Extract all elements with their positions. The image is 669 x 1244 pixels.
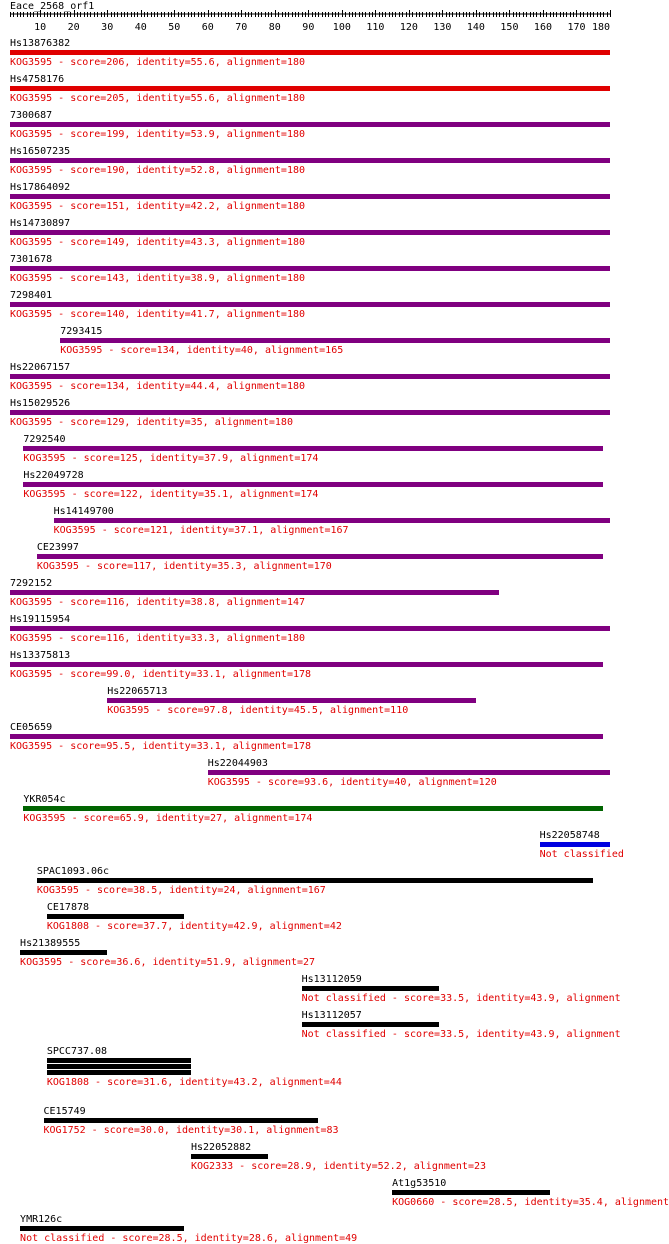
hit-name[interactable]: Hs15029526 bbox=[10, 398, 71, 409]
hit-name[interactable]: CE15749 bbox=[43, 1106, 86, 1117]
hit-description: KOG3595 - score=205, identity=55.6, alignment=180 bbox=[10, 93, 306, 104]
hit-name[interactable]: YMR126c bbox=[20, 1214, 63, 1225]
hit-name[interactable]: Hs16507235 bbox=[10, 146, 71, 157]
ruler-tick-label: 100 bbox=[332, 22, 351, 33]
hit-bar[interactable] bbox=[10, 302, 610, 307]
hit-description: KOG3595 - score=97.8, identity=45.5, alignment=110 bbox=[107, 705, 409, 716]
hit-description: KOG3595 - score=134, identity=40, alignment=165 bbox=[60, 345, 344, 356]
ruler-tick-label: 160 bbox=[533, 22, 552, 33]
hit-description: KOG1808 - score=31.6, identity=43.2, alignment=44 bbox=[46, 1077, 342, 1088]
ruler-tick-label: 170 bbox=[567, 22, 586, 33]
hit-bar[interactable] bbox=[10, 86, 610, 91]
hit-name[interactable]: Hs22065713 bbox=[107, 686, 168, 697]
hit-name[interactable]: 7300687 bbox=[10, 110, 53, 121]
hit-description: KOG3595 - score=125, identity=37.9, alignment=174 bbox=[23, 453, 319, 464]
ruler-tick-label: 150 bbox=[500, 22, 519, 33]
hit-name[interactable]: 7292152 bbox=[10, 578, 53, 589]
hit-bar[interactable] bbox=[47, 914, 184, 919]
hit-name[interactable]: Hs4758176 bbox=[10, 74, 65, 85]
hit-description: KOG1808 - score=37.7, identity=42.9, alignment=42 bbox=[46, 921, 342, 932]
hit-description: KOG3595 - score=149, identity=43.3, alignment=180 bbox=[10, 237, 306, 248]
hit-name[interactable]: Hs21389555 bbox=[20, 938, 81, 949]
hit-bar[interactable] bbox=[23, 446, 603, 451]
ruler-tick-label: 180 bbox=[591, 22, 610, 33]
hit-bar[interactable] bbox=[20, 1226, 184, 1231]
hit-name[interactable]: SPCC737.08 bbox=[46, 1046, 108, 1057]
hit-description: KOG3595 - score=122, identity=35.1, alignment=174 bbox=[23, 489, 319, 500]
hit-bar[interactable] bbox=[10, 590, 499, 595]
hit-name[interactable]: Hs13876382 bbox=[10, 38, 71, 49]
hit-bar[interactable] bbox=[10, 626, 610, 631]
ruler-tick-label: 30 bbox=[101, 22, 114, 33]
hit-description: KOG3595 - score=134, identity=44.4, alignment=180 bbox=[10, 381, 306, 392]
query-title: Eace_2568_orf1 bbox=[10, 1, 95, 12]
ruler-tick-label: 40 bbox=[134, 22, 147, 33]
hit-description: KOG3595 - score=190, identity=52.8, alignment=180 bbox=[10, 165, 306, 176]
hit-bar[interactable] bbox=[47, 1070, 191, 1075]
hit-bar[interactable] bbox=[44, 1118, 319, 1123]
hit-name[interactable]: 7301678 bbox=[10, 254, 53, 265]
hit-bar[interactable] bbox=[10, 230, 610, 235]
ruler-tick-label: 110 bbox=[366, 22, 385, 33]
hit-name[interactable]: CE17878 bbox=[46, 902, 90, 913]
hit-name[interactable]: Hs22052882 bbox=[191, 1142, 252, 1153]
hit-bar[interactable] bbox=[392, 1190, 550, 1195]
hit-bar[interactable] bbox=[10, 194, 610, 199]
hit-description: Not classified bbox=[539, 849, 624, 860]
hit-bar[interactable] bbox=[10, 662, 603, 667]
hit-bar[interactable] bbox=[10, 374, 610, 379]
hit-description: KOG3595 - score=121, identity=37.1, alignment=167 bbox=[53, 525, 349, 536]
hit-bar[interactable] bbox=[302, 986, 439, 991]
hit-description: KOG1752 - score=30.0, identity=30.1, alignment=83 bbox=[43, 1125, 339, 1136]
hit-description: KOG0660 - score=28.5, identity=35.4, alignment bbox=[392, 1197, 669, 1208]
hit-name[interactable]: Hs13112057 bbox=[301, 1010, 362, 1021]
hit-bar[interactable] bbox=[23, 806, 603, 811]
hit-bar[interactable] bbox=[10, 410, 610, 415]
ruler-tick-label: 80 bbox=[268, 22, 281, 33]
hit-description: Not classified - score=33.5, identity=43.9, alignment bbox=[301, 1029, 621, 1040]
hit-bar[interactable] bbox=[10, 122, 610, 127]
hit-description: KOG3595 - score=93.6, identity=40, alignment=120 bbox=[207, 777, 497, 788]
hit-name[interactable]: Hs13112059 bbox=[301, 974, 362, 985]
hit-bar[interactable] bbox=[37, 878, 593, 883]
hit-name[interactable]: At1g53510 bbox=[392, 1178, 447, 1189]
hit-description: KOG3595 - score=99.0, identity=33.1, alignment=178 bbox=[10, 669, 312, 680]
hit-bar[interactable] bbox=[208, 770, 610, 775]
ruler-tick-label: 130 bbox=[433, 22, 452, 33]
ruler-tick-label: 10 bbox=[34, 22, 47, 33]
hit-description: KOG3595 - score=38.5, identity=24, alignment=167 bbox=[36, 885, 326, 896]
hit-name[interactable]: Hs13375813 bbox=[10, 650, 71, 661]
hit-name[interactable]: Hs14149700 bbox=[53, 506, 114, 517]
hit-description: KOG3595 - score=116, identity=38.8, alignment=147 bbox=[10, 597, 306, 608]
hit-name[interactable]: Hs19115954 bbox=[10, 614, 71, 625]
ruler-tick-label: 140 bbox=[466, 22, 485, 33]
hit-bar[interactable] bbox=[10, 734, 603, 739]
hit-description: KOG3595 - score=199, identity=53.9, alignment=180 bbox=[10, 129, 306, 140]
hit-name[interactable]: Hs22044903 bbox=[207, 758, 268, 769]
hit-description: KOG3595 - score=206, identity=55.6, alignment=180 bbox=[10, 57, 306, 68]
hit-description: KOG2333 - score=28.9, identity=52.2, alignment=23 bbox=[191, 1161, 487, 1172]
hit-name[interactable]: Hs17864092 bbox=[10, 182, 71, 193]
hit-bar[interactable] bbox=[37, 554, 603, 559]
hit-name[interactable]: Hs14730897 bbox=[10, 218, 71, 229]
hit-description: KOG3595 - score=65.9, identity=27, alignment=174 bbox=[23, 813, 313, 824]
hit-description: KOG3595 - score=117, identity=35.3, alignment=170 bbox=[36, 561, 332, 572]
hit-bar[interactable] bbox=[54, 518, 610, 523]
hit-bar[interactable] bbox=[191, 1154, 268, 1159]
hit-bar[interactable] bbox=[10, 158, 610, 163]
ruler-tick-label: 50 bbox=[168, 22, 181, 33]
ruler-tick-label: 90 bbox=[302, 22, 315, 33]
hit-bar[interactable] bbox=[47, 1058, 191, 1063]
ruler-tick-label: 120 bbox=[399, 22, 418, 33]
hit-name[interactable]: SPAC1093.06c bbox=[36, 866, 110, 877]
hit-description: KOG3595 - score=116, identity=33.3, alignment=180 bbox=[10, 633, 306, 644]
hit-name[interactable]: 7292540 bbox=[23, 434, 66, 445]
hit-description: KOG3595 - score=140, identity=41.7, alignment=180 bbox=[10, 309, 306, 320]
hit-description: KOG3595 - score=143, identity=38.9, alignment=180 bbox=[10, 273, 306, 284]
hit-name[interactable]: Hs22049728 bbox=[23, 470, 84, 481]
hit-name[interactable]: CE23997 bbox=[36, 542, 79, 553]
ruler-tick-label: 70 bbox=[235, 22, 248, 33]
hit-name[interactable]: CE05659 bbox=[10, 722, 53, 733]
ruler-tick-label: 20 bbox=[67, 22, 80, 33]
hit-bar[interactable] bbox=[302, 1022, 439, 1027]
hit-bar[interactable] bbox=[47, 1064, 191, 1069]
hit-name[interactable]: YKR054c bbox=[23, 794, 66, 805]
hit-bar[interactable] bbox=[23, 482, 603, 487]
hit-name[interactable]: 7293415 bbox=[60, 326, 103, 337]
hit-bar[interactable] bbox=[60, 338, 610, 343]
hit-description: Not classified - score=28.5, identity=28.6, alignment=49 bbox=[20, 1233, 358, 1244]
hit-name[interactable]: 7298401 bbox=[10, 290, 53, 301]
hit-description: KOG3595 - score=95.5, identity=33.1, alignment=178 bbox=[10, 741, 312, 752]
hit-name[interactable]: Hs22067157 bbox=[10, 362, 71, 373]
ruler-tick-label: 60 bbox=[201, 22, 214, 33]
hit-description: KOG3595 - score=36.6, identity=51.9, alignment=27 bbox=[20, 957, 316, 968]
hit-description: Not classified - score=33.5, identity=43.9, alignment bbox=[301, 993, 621, 1004]
hit-description: KOG3595 - score=129, identity=35, alignment=180 bbox=[10, 417, 293, 428]
hit-name[interactable]: Hs22058748 bbox=[539, 830, 600, 841]
hit-bar[interactable] bbox=[20, 950, 107, 955]
hit-bar[interactable] bbox=[10, 266, 610, 271]
hit-bar[interactable] bbox=[540, 842, 610, 847]
hit-bar[interactable] bbox=[107, 698, 476, 703]
hit-description: KOG3595 - score=151, identity=42.2, alignment=180 bbox=[10, 201, 306, 212]
hit-bar[interactable] bbox=[10, 50, 610, 55]
